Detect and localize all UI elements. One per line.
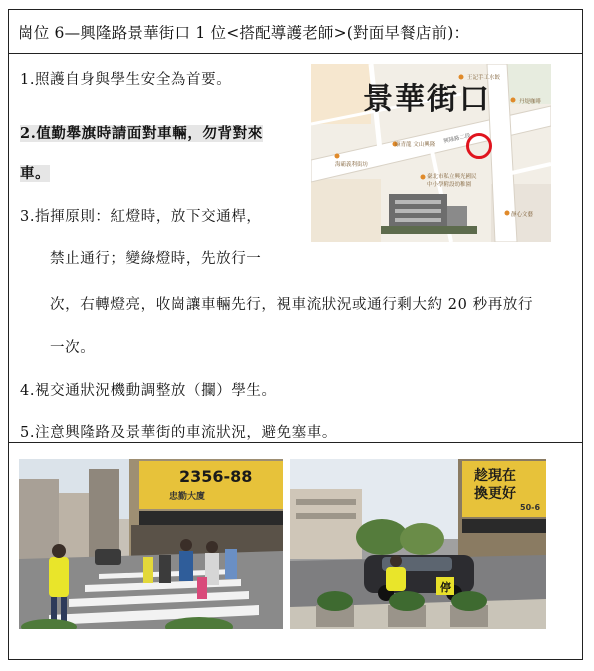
crosswalk-photo-left bbox=[19, 459, 283, 629]
map-road-label: 興隆路二段 bbox=[442, 132, 472, 145]
instruction-1: 1.照護自身與學生安全為首要。 bbox=[20, 72, 232, 88]
post-title: 崗位 6—興隆路景華街口 1 位<搭配導護老師>(對面早餐店前)： bbox=[18, 24, 470, 42]
left-sign-phone: 2356-88 bbox=[179, 467, 253, 486]
location-marker-icon bbox=[466, 133, 492, 159]
instruction-2-part-a: 2.值勤舉旗時請面對車輛，勿背對來 bbox=[20, 125, 263, 142]
instruction-2-part-b: 車。 bbox=[20, 165, 51, 182]
instruction-3-part-a: 3.指揮原則：紅燈時，放下交通桿， bbox=[20, 209, 262, 225]
map-label-school1: 臺北市私立興光國民 bbox=[427, 174, 477, 180]
instructions-row bbox=[9, 54, 582, 443]
instruction-3-part-c: 次，右轉燈亮，收崗讓車輛先行，視車流狀況或通行剩大約 20 秒再放行 bbox=[50, 297, 534, 313]
post-table bbox=[8, 9, 583, 660]
map-label-school2: 中小學附設幼稚園 bbox=[427, 182, 472, 188]
left-sign-building: 忠勤大廈 bbox=[169, 492, 206, 502]
instruction-5: 5.注意興隆路及景華街的車流狀況，避免塞車。 bbox=[20, 425, 338, 441]
instruction-3-part-b: 禁止通行；變綠燈時，先放行一 bbox=[50, 251, 262, 267]
post-title-row bbox=[9, 10, 582, 54]
instruction-4: 4.視交通狀況機動調整放（攔）學生。 bbox=[20, 383, 277, 399]
map-label-shop4: 海霸義利街坊 bbox=[335, 162, 369, 168]
crosswalk-photo-right bbox=[290, 459, 546, 629]
stop-flag-text: 停 bbox=[440, 581, 451, 594]
intersection-map bbox=[311, 64, 551, 242]
map-label-school3: 靜心文藝 bbox=[511, 212, 534, 218]
map-label-shop2: 丹堤咖啡 bbox=[519, 99, 542, 105]
right-sign-number: 50-6 bbox=[520, 503, 541, 512]
photos-row bbox=[9, 443, 582, 659]
right-sign-line1: 趁現在 bbox=[474, 468, 516, 484]
instruction-3-part-d: 一次。 bbox=[50, 340, 96, 356]
map-title: 景華街口 bbox=[363, 82, 491, 117]
right-sign-line2: 換更好 bbox=[474, 486, 516, 502]
map-label-shop1: 王記手工水餃 bbox=[467, 75, 501, 81]
map-label-shop3: 康青龍 文山興隆 bbox=[395, 142, 436, 148]
